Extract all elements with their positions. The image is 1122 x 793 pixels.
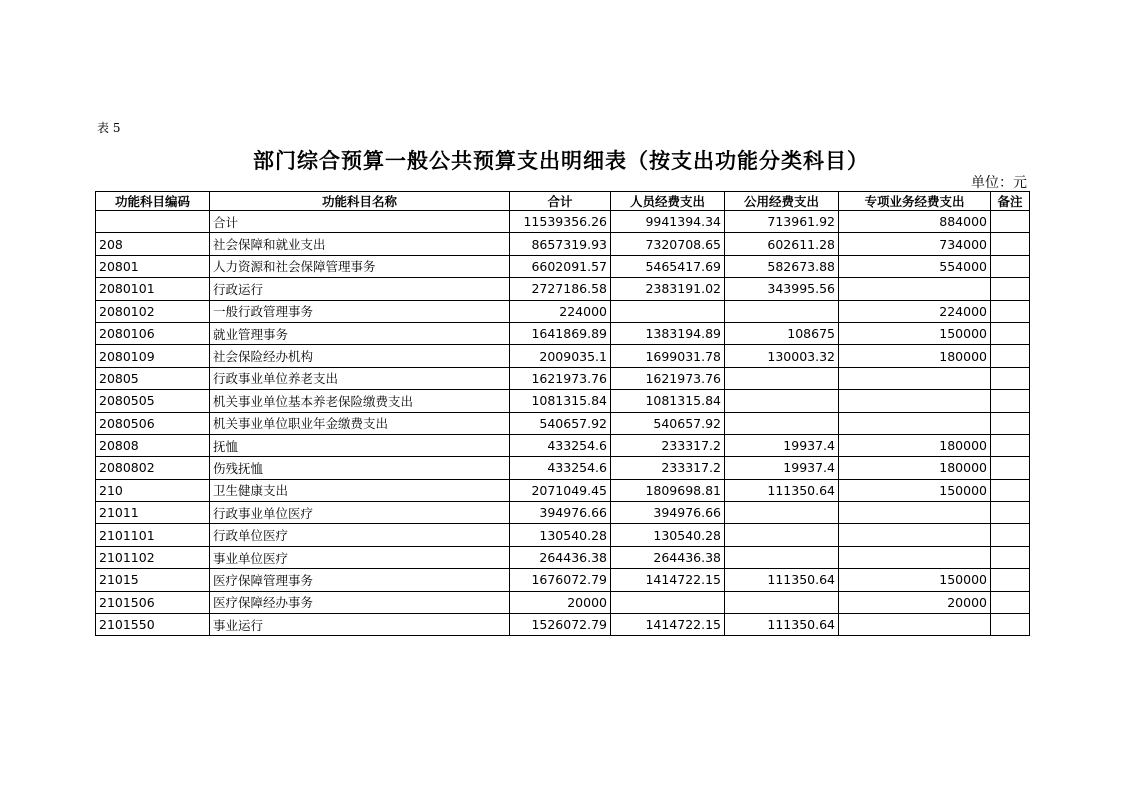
cell-code: 21015	[96, 569, 210, 591]
cell-special	[839, 278, 991, 300]
cell-special: 150000	[839, 479, 991, 501]
cell-note	[991, 591, 1030, 613]
cell-note	[991, 322, 1030, 344]
cell-name: 社会保险经办机构	[210, 345, 510, 367]
header-public: 公用经费支出	[725, 192, 839, 211]
cell-note	[991, 569, 1030, 591]
cell-total: 6602091.57	[510, 255, 611, 277]
cell-note	[991, 345, 1030, 367]
header-code: 功能科目编码	[96, 192, 210, 211]
cell-personnel: 7320708.65	[611, 233, 725, 255]
cell-special	[839, 412, 991, 434]
table-row	[96, 367, 1030, 389]
cell-note	[991, 614, 1030, 636]
cell-special	[839, 614, 991, 636]
cell-name: 行政事业单位养老支出	[210, 367, 510, 389]
cell-total: 264436.38	[510, 546, 611, 568]
cell-special: 734000	[839, 233, 991, 255]
table-row	[96, 211, 1030, 233]
cell-total: 224000	[510, 300, 611, 322]
cell-total: 1621973.76	[510, 367, 611, 389]
cell-note	[991, 457, 1030, 479]
cell-code: 2080505	[96, 390, 210, 412]
cell-name: 行政单位医疗	[210, 524, 510, 546]
cell-personnel: 1809698.81	[611, 479, 725, 501]
cell-note	[991, 546, 1030, 568]
header-personnel: 人员经费支出	[611, 192, 725, 211]
table-row	[96, 457, 1030, 479]
cell-public	[725, 390, 839, 412]
cell-personnel	[611, 300, 725, 322]
table-row	[96, 412, 1030, 434]
cell-special: 180000	[839, 345, 991, 367]
cell-personnel: 1699031.78	[611, 345, 725, 367]
cell-note	[991, 233, 1030, 255]
table-row	[96, 479, 1030, 501]
cell-code: 2080106	[96, 322, 210, 344]
table-row	[96, 524, 1030, 546]
cell-public: 111350.64	[725, 479, 839, 501]
cell-public	[725, 546, 839, 568]
cell-personnel: 130540.28	[611, 524, 725, 546]
cell-total: 1676072.79	[510, 569, 611, 591]
table-row	[96, 502, 1030, 524]
cell-note	[991, 502, 1030, 524]
cell-note	[991, 300, 1030, 322]
cell-personnel: 1081315.84	[611, 390, 725, 412]
cell-personnel: 9941394.34	[611, 211, 725, 233]
cell-note	[991, 479, 1030, 501]
cell-special: 150000	[839, 569, 991, 591]
cell-personnel: 233317.2	[611, 457, 725, 479]
cell-code: 2080506	[96, 412, 210, 434]
cell-note	[991, 367, 1030, 389]
header-total: 合计	[510, 192, 611, 211]
cell-public	[725, 591, 839, 613]
cell-special: 150000	[839, 322, 991, 344]
cell-code	[96, 211, 210, 233]
table-row	[96, 614, 1030, 636]
cell-personnel: 264436.38	[611, 546, 725, 568]
cell-special	[839, 390, 991, 412]
header-note: 备注	[991, 192, 1030, 211]
cell-name: 行政事业单位医疗	[210, 502, 510, 524]
table-row	[96, 233, 1030, 255]
cell-special: 554000	[839, 255, 991, 277]
cell-code: 2080101	[96, 278, 210, 300]
cell-public	[725, 412, 839, 434]
cell-note	[991, 390, 1030, 412]
cell-total: 433254.6	[510, 457, 611, 479]
cell-name: 伤残抚恤	[210, 457, 510, 479]
cell-public	[725, 502, 839, 524]
cell-special	[839, 367, 991, 389]
cell-personnel: 1621973.76	[611, 367, 725, 389]
cell-public: 130003.32	[725, 345, 839, 367]
cell-public	[725, 300, 839, 322]
cell-total: 11539356.26	[510, 211, 611, 233]
cell-total: 394976.66	[510, 502, 611, 524]
cell-code: 20808	[96, 434, 210, 456]
table-row	[96, 345, 1030, 367]
cell-total: 433254.6	[510, 434, 611, 456]
table-row	[96, 300, 1030, 322]
cell-total: 2009035.1	[510, 345, 611, 367]
table-row	[96, 546, 1030, 568]
cell-special: 224000	[839, 300, 991, 322]
cell-special: 180000	[839, 434, 991, 456]
table-row	[96, 591, 1030, 613]
cell-special: 180000	[839, 457, 991, 479]
cell-public: 602611.28	[725, 233, 839, 255]
page-title: 部门综合预算一般公共预算支出明细表（按支出功能分类科目）	[253, 149, 869, 173]
cell-code: 2101101	[96, 524, 210, 546]
cell-total: 130540.28	[510, 524, 611, 546]
cell-note	[991, 434, 1030, 456]
cell-total: 2071049.45	[510, 479, 611, 501]
cell-total: 540657.92	[510, 412, 611, 434]
cell-personnel: 394976.66	[611, 502, 725, 524]
cell-code: 20805	[96, 367, 210, 389]
cell-note	[991, 255, 1030, 277]
cell-public: 19937.4	[725, 457, 839, 479]
cell-code: 2101506	[96, 591, 210, 613]
table-row	[96, 255, 1030, 277]
cell-name: 机关事业单位职业年金缴费支出	[210, 412, 510, 434]
cell-special	[839, 524, 991, 546]
cell-note	[991, 524, 1030, 546]
cell-name: 抚恤	[210, 434, 510, 456]
cell-public: 713961.92	[725, 211, 839, 233]
cell-code: 2080109	[96, 345, 210, 367]
cell-public: 111350.64	[725, 569, 839, 591]
cell-code: 2080102	[96, 300, 210, 322]
cell-code: 21011	[96, 502, 210, 524]
cell-name: 合计	[210, 211, 510, 233]
expenditure-table	[95, 191, 1030, 636]
cell-personnel: 5465417.69	[611, 255, 725, 277]
cell-name: 人力资源和社会保障管理事务	[210, 255, 510, 277]
cell-personnel	[611, 591, 725, 613]
cell-name: 机关事业单位基本养老保险缴费支出	[210, 390, 510, 412]
cell-note	[991, 278, 1030, 300]
header-row	[96, 192, 1030, 211]
cell-code: 208	[96, 233, 210, 255]
table-row	[96, 278, 1030, 300]
cell-personnel: 1414722.15	[611, 614, 725, 636]
cell-name: 就业管理事务	[210, 322, 510, 344]
header-special: 专项业务经费支出	[839, 192, 991, 211]
table-row	[96, 434, 1030, 456]
cell-code: 2080802	[96, 457, 210, 479]
cell-note	[991, 211, 1030, 233]
cell-special: 20000	[839, 591, 991, 613]
cell-code: 2101550	[96, 614, 210, 636]
cell-name: 事业单位医疗	[210, 546, 510, 568]
cell-public: 19937.4	[725, 434, 839, 456]
cell-public: 582673.88	[725, 255, 839, 277]
cell-name: 卫生健康支出	[210, 479, 510, 501]
cell-personnel: 540657.92	[611, 412, 725, 434]
cell-name: 事业运行	[210, 614, 510, 636]
cell-name: 行政运行	[210, 278, 510, 300]
cell-personnel: 1383194.89	[611, 322, 725, 344]
cell-note	[991, 412, 1030, 434]
cell-public	[725, 367, 839, 389]
cell-special	[839, 546, 991, 568]
cell-total: 1641869.89	[510, 322, 611, 344]
cell-public: 343995.56	[725, 278, 839, 300]
unit-label: 单位：元	[971, 175, 1027, 191]
cell-special: 884000	[839, 211, 991, 233]
cell-code: 210	[96, 479, 210, 501]
table-row	[96, 322, 1030, 344]
table-label: 表 5	[97, 121, 121, 135]
cell-special	[839, 502, 991, 524]
cell-personnel: 2383191.02	[611, 278, 725, 300]
table-row	[96, 390, 1030, 412]
cell-name: 一般行政管理事务	[210, 300, 510, 322]
cell-name: 社会保障和就业支出	[210, 233, 510, 255]
cell-total: 8657319.93	[510, 233, 611, 255]
cell-code: 20801	[96, 255, 210, 277]
cell-total: 1526072.79	[510, 614, 611, 636]
cell-name: 医疗保障经办事务	[210, 591, 510, 613]
header-name: 功能科目名称	[210, 192, 510, 211]
cell-public: 108675	[725, 322, 839, 344]
cell-personnel: 233317.2	[611, 434, 725, 456]
table-row	[96, 569, 1030, 591]
cell-public	[725, 524, 839, 546]
cell-code: 2101102	[96, 546, 210, 568]
cell-personnel: 1414722.15	[611, 569, 725, 591]
cell-total: 20000	[510, 591, 611, 613]
cell-public: 111350.64	[725, 614, 839, 636]
cell-name: 医疗保障管理事务	[210, 569, 510, 591]
cell-total: 1081315.84	[510, 390, 611, 412]
cell-total: 2727186.58	[510, 278, 611, 300]
